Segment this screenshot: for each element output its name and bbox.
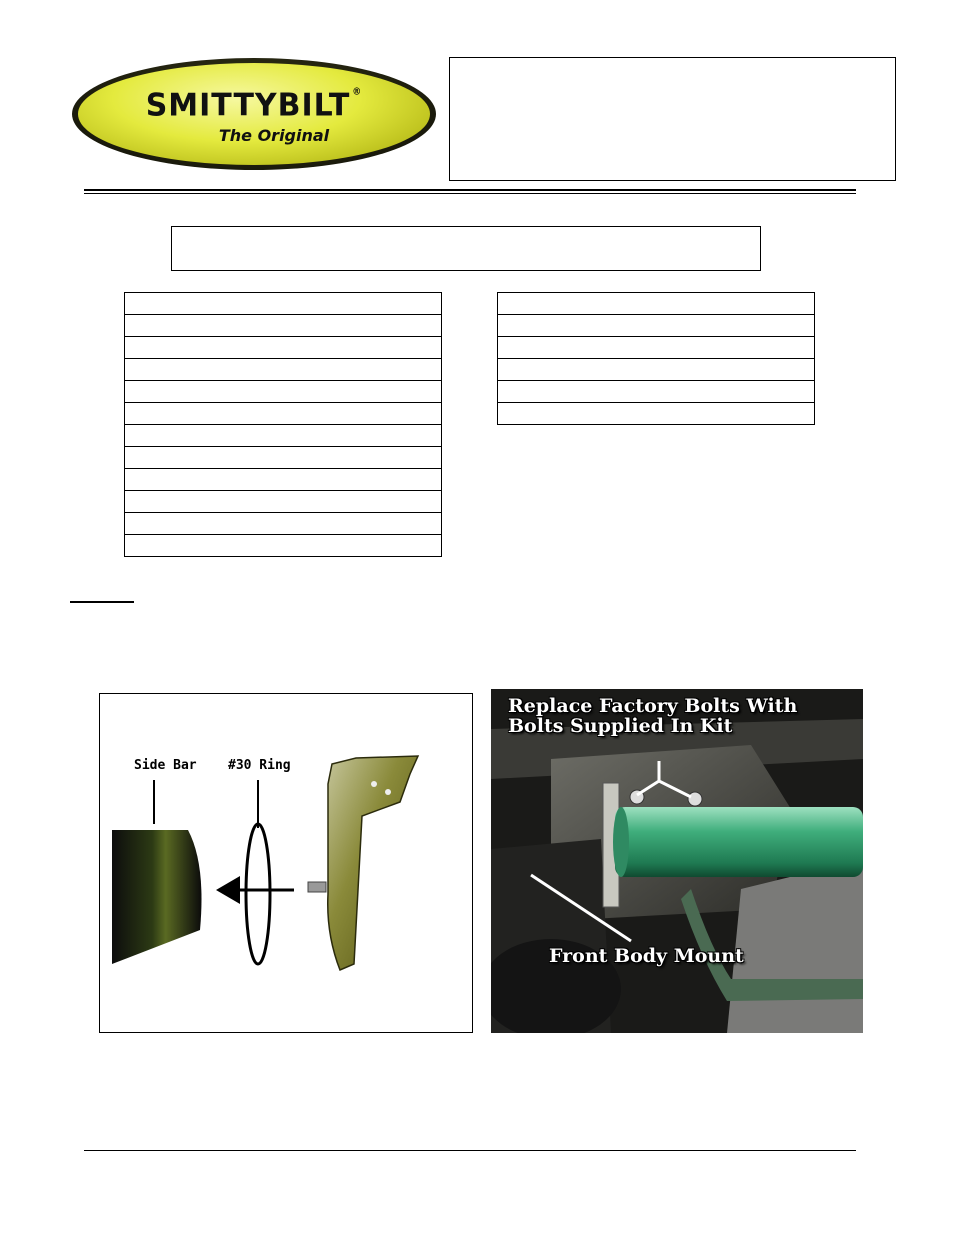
bracket-hole [385,789,391,795]
table-cell [498,315,815,337]
parts-list-table-right [497,292,815,425]
table-cell [125,425,442,447]
section-heading-underline [70,601,134,603]
table-cell [125,535,442,557]
registered-mark: ® [352,87,363,98]
document-title-box [171,226,761,271]
table-row [498,337,815,359]
front-body-mount-label: Front Body Mount [549,945,744,967]
table-cell [125,403,442,425]
header-rule [84,189,856,191]
photo-illustration [491,689,863,1033]
table-cell [125,315,442,337]
parts-list-table-left [124,292,442,557]
logo-brand-name: SMITTYBILT [145,87,351,124]
table-cell [125,359,442,381]
table-row [125,337,442,359]
table-row [498,403,815,425]
photo-caption-line2: Bolts Supplied In Kit [508,715,733,737]
table-row [498,293,815,315]
table-row [498,315,815,337]
table-row [125,359,442,381]
header-info-box [449,57,896,181]
table-row [125,491,442,513]
table-row [498,359,815,381]
ring-label: #30 Ring [228,758,291,773]
table-cell [125,293,442,315]
table-cell [125,337,442,359]
table-row [125,403,442,425]
table-row [125,447,442,469]
header-rule-thin [84,193,856,194]
bracket-hole [371,781,377,787]
table-row [125,425,442,447]
installation-photo [491,689,863,1033]
table-cell [498,359,815,381]
table-row [125,293,442,315]
table-cell [125,447,442,469]
table-cell [125,491,442,513]
table-cell [498,337,815,359]
table-row [125,469,442,491]
side-bar-label: Side Bar [134,758,197,773]
arrow-head-icon [216,876,240,904]
table-cell [125,513,442,535]
table-row [498,381,815,403]
table-cell [498,381,815,403]
table-cell [125,381,442,403]
table-row [125,513,442,535]
table-row [125,315,442,337]
logo-tagline: The Original [218,126,330,145]
mounting-bracket-shape [328,756,418,970]
smittybilt-logo [72,58,436,170]
table-cell [498,293,815,315]
ring-install-diagram [99,693,473,1033]
side-bar-tube-shape [112,830,202,964]
table-row [125,381,442,403]
diagram-illustration [100,694,473,1033]
table-cell [125,469,442,491]
footer-rule [84,1150,856,1151]
table-row [125,535,442,557]
ring-shape [246,824,270,964]
table-cell [498,403,815,425]
photo-caption-line1: Replace Factory Bolts With [508,695,798,717]
bracket-stud [308,882,326,892]
logo-brand-text [72,87,436,124]
